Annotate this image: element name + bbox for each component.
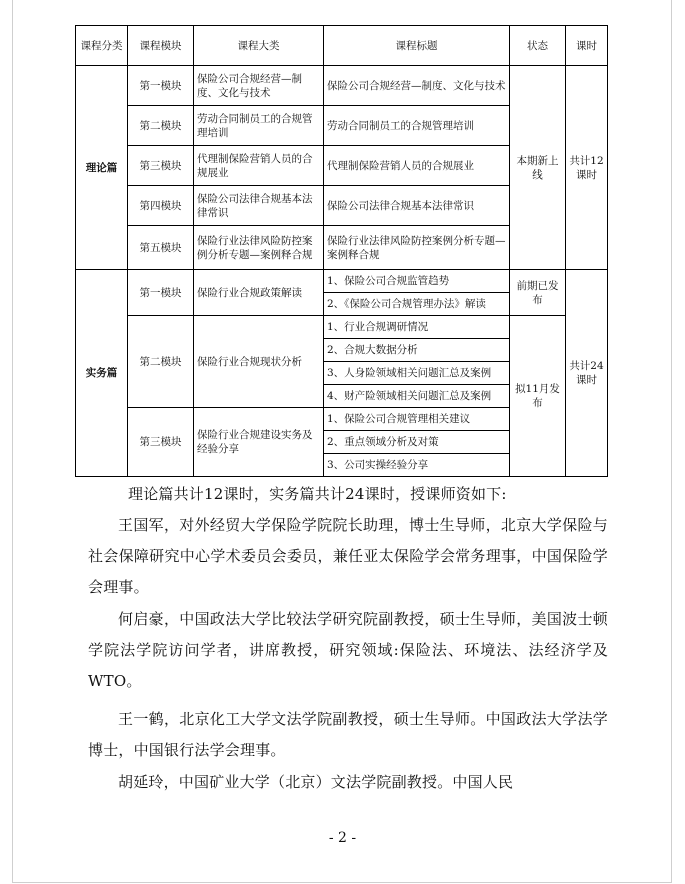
header-category: 课程分类: [76, 26, 128, 66]
title-cell: 1、保险公司合规监管趋势: [324, 270, 510, 293]
module-cell: 第二模块: [128, 106, 194, 146]
hours-practice: 共计24课时: [566, 270, 608, 477]
header-module: 课程模块: [128, 26, 194, 66]
type-cell: 保险行业合规建设实务及经验分享: [194, 408, 324, 477]
module-cell: 第三模块: [128, 146, 194, 186]
header-type: 课程大类: [194, 26, 324, 66]
title-cell: 1、行业合规调研情况: [324, 316, 510, 339]
module-cell: 第一模块: [128, 66, 194, 106]
instructor-paragraph: 王国军，对外经贸大学保险学院院长助理，博士生导师，北京大学保险与社会保障研究中心学术委员会委员，兼任亚太保险学会常务理事，中国保险学会理事。: [88, 516, 608, 596]
course-table: [75, 25, 608, 477]
header-title: 课程标题: [324, 26, 510, 66]
hours-theory: 共计12课时: [566, 66, 608, 270]
type-cell: 保险行业合规政策解读: [194, 270, 324, 316]
module-cell: 第二模块: [128, 316, 194, 408]
header-hours: 课时: [566, 26, 608, 66]
title-cell: 2、合规大数据分析: [324, 339, 510, 362]
title-cell: 保险行业法律风险防控案例分析专题—案例释合规: [324, 226, 510, 270]
title-cell: 代理制保险营销人员的合规展业: [324, 146, 510, 186]
instructor-paragraph: 王一鹤，北京化工大学文法学院副教授，硕士生导师。中国政法大学法学博士，中国银行法学会理事。: [88, 710, 608, 759]
title-cell: 2、重点领域分析及对策: [324, 431, 510, 454]
type-cell: 保险行业法律风险防控案例分析专题—案例释合规: [194, 226, 324, 270]
title-cell: 保险公司法律合规基本法律常识: [324, 186, 510, 226]
type-cell: 代理制保险营销人员的合规展业: [194, 146, 324, 186]
status-published: 前期已发布: [510, 270, 566, 316]
table-row: [76, 66, 608, 106]
category-theory: 理论篇: [76, 66, 128, 270]
title-cell: 1、保险公司合规管理相关建议: [324, 408, 510, 431]
type-cell: 保险公司法律合规基本法律常识: [194, 186, 324, 226]
title-cell: 3、公司实操经验分享: [324, 454, 510, 477]
page-number: - 2 -: [328, 830, 357, 846]
summary-paragraph: 理论篇共计12课时，实务篇共计24课时，授课师资如下:: [128, 485, 507, 503]
status-theory: 本期新上线: [510, 66, 566, 270]
title-cell: 4、财产险领域相关问题汇总及案例: [324, 385, 510, 408]
title-cell: 2、《保险公司合规管理办法》解读: [324, 293, 510, 316]
table-header-row: [76, 26, 608, 66]
header-status: 状态: [510, 26, 566, 66]
category-practice: 实务篇: [76, 270, 128, 477]
type-cell: 劳动合同制员工的合规管理培训: [194, 106, 324, 146]
status-planned: 拟11月发布: [510, 316, 566, 477]
module-cell: 第一模块: [128, 270, 194, 316]
instructor-paragraph: 何启豪，中国政法大学比较法学研究院副教授，硕士生导师，美国波士顿学院法学院访问学者，讲席教授，研究领域:保险法、环境法、法经济学及WTO。: [88, 610, 608, 690]
type-cell: 保险公司合规经营—制度、文化与技术: [194, 66, 324, 106]
title-cell: 劳动合同制员工的合规管理培训: [324, 106, 510, 146]
instructor-paragraph: 胡延玲，中国矿业大学（北京）文法学院副教授。中国人民: [118, 773, 514, 791]
title-cell: 保险公司合规经营—制度、文化与技术: [324, 66, 510, 106]
table-row: [76, 270, 608, 293]
module-cell: 第五模块: [128, 226, 194, 270]
table-row: [76, 316, 608, 339]
type-cell: 保险行业合规现状分析: [194, 316, 324, 408]
module-cell: 第三模块: [128, 408, 194, 477]
module-cell: 第四模块: [128, 186, 194, 226]
title-cell: 3、人身险领域相关问题汇总及案例: [324, 362, 510, 385]
